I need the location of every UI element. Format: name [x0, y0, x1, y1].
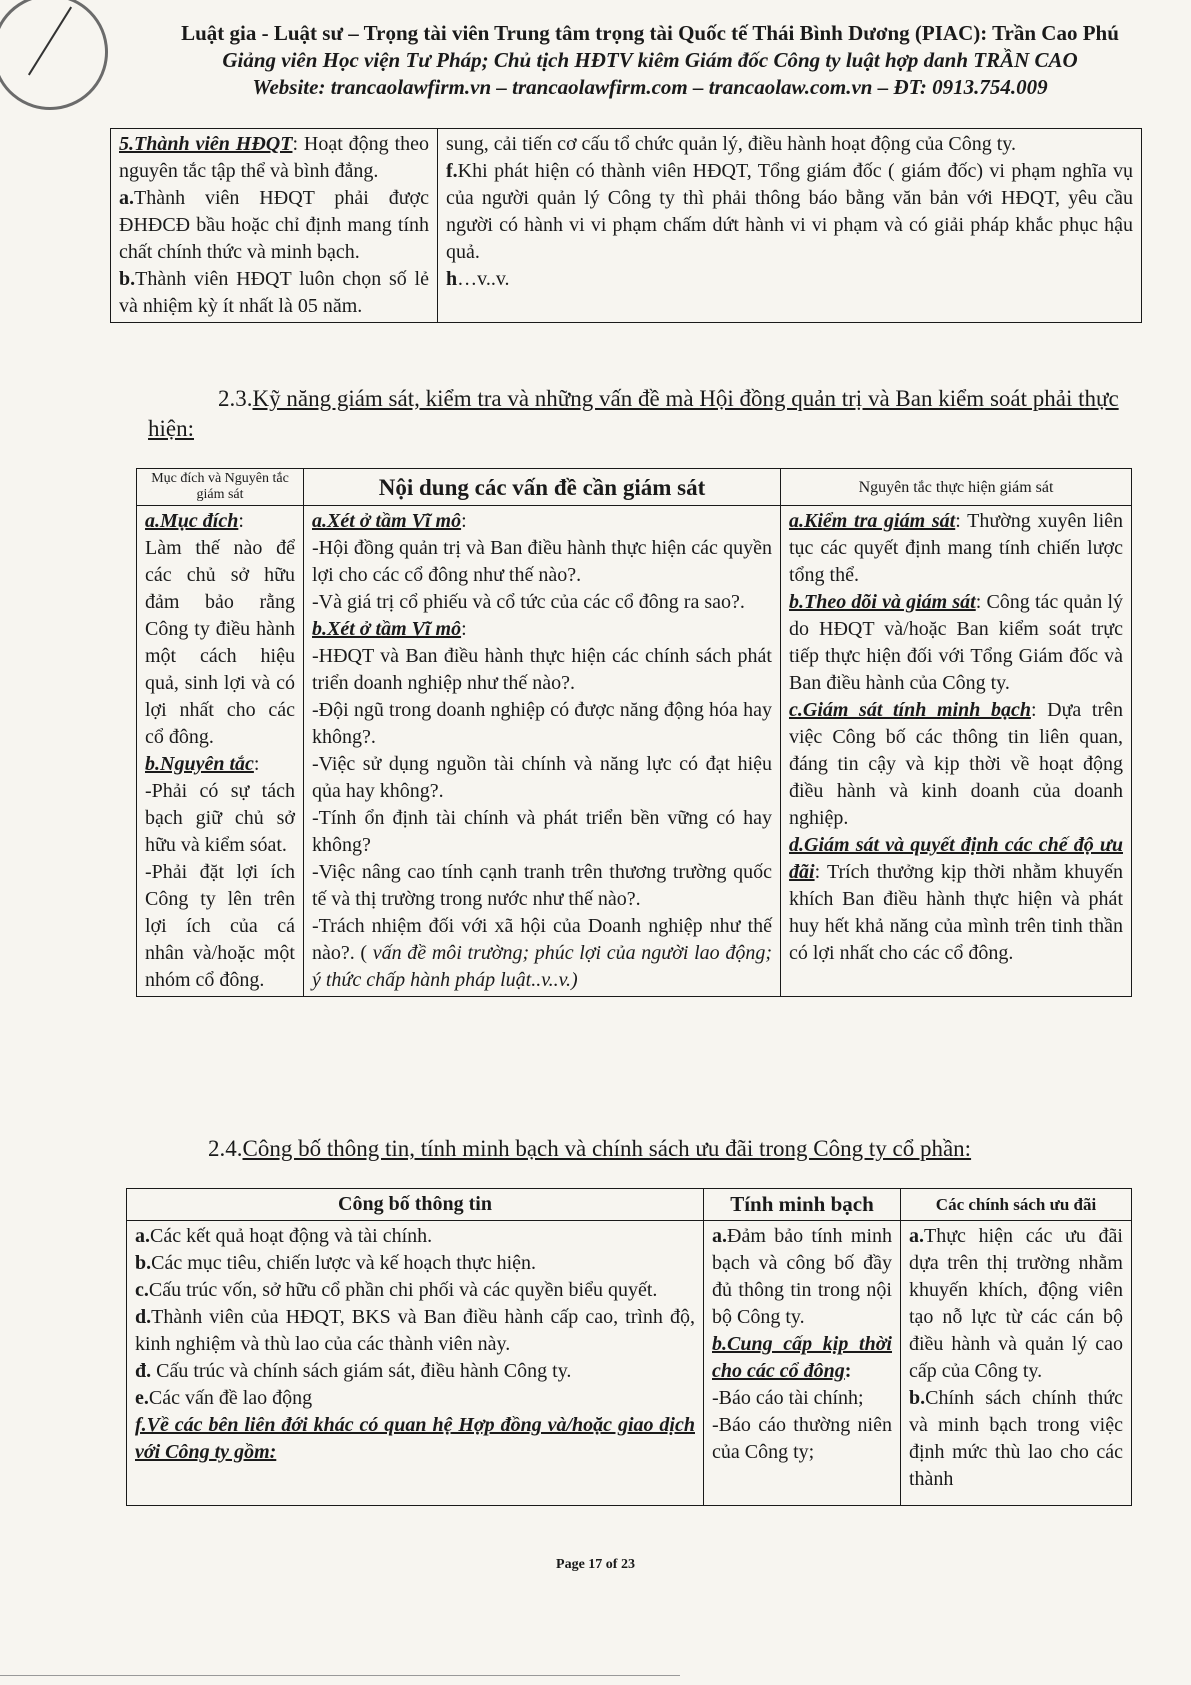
board-members-table — [110, 128, 1142, 323]
column-header: Nguyên tắc thực hiện giám sát — [781, 469, 1132, 506]
item-label: b.Xét ở tầm Vĩ mô — [312, 618, 462, 640]
item-label: a.Kiểm tra giám sát — [789, 510, 956, 532]
letterhead-line-1: Luật gia - Luật sư – Trọng tài viên Trung tâm trọng tài Quốc tế Thái Bình Dương (PIAC): Trần Cao Phú — [181, 21, 1119, 45]
item-label: a. — [712, 1225, 727, 1247]
purpose-cell: a.Mục đích: Làm thế nào để các chủ sở hữu đảm bảo rằng Công ty điều hành một cách hiệu quả, sinh lợi và có lợi nhất cho các cổ đông. b.Nguyên tắc: -Phải có sự tách bạch giữ chủ sở hữu và kiểm sóat. -Phải đặt lợi ích Công ty lên trên lợi ích của cá nhân và/hoặc một nhóm cổ đông. — [137, 506, 304, 997]
item-label: d.Giám sát và quyết định các chế độ ưu đãi — [789, 834, 1123, 883]
column-header: Mục đích và Nguyên tắc giám sát — [137, 469, 304, 506]
principles-cell — [781, 506, 1132, 997]
board-members-label: 5.Thành viên HĐQT — [119, 133, 293, 155]
section-2-3-heading — [148, 384, 1138, 444]
item-label: a. — [135, 1225, 150, 1247]
item-label: a.Mục đích — [145, 510, 239, 532]
item-text: f.Về các bên liên đới khác có quan hệ Hợp đồng và/hoặc giao dịch với Công ty gồm: — [135, 1414, 695, 1463]
column-header: Tính minh bạch — [704, 1189, 901, 1221]
letterhead — [130, 20, 1170, 101]
list-item: -Và giá trị cổ phiếu và cổ tức của các cổ đông ra sao?. — [312, 591, 745, 613]
item-text: Chính sách chính thức và minh bạch trong việc định mức thù lao cho các thành — [909, 1387, 1123, 1490]
column-header: Nội dung các vấn đề cần giám sát — [304, 469, 781, 506]
supervision-table — [136, 468, 1132, 997]
item-label: b. — [119, 268, 136, 290]
item-label: d. — [135, 1306, 152, 1328]
transparency-cell — [704, 1221, 901, 1506]
section-2-4-heading — [148, 1134, 1138, 1164]
item-text: Các kết quả hoạt động và tài chính. — [150, 1225, 433, 1247]
item-label: a. — [119, 187, 134, 209]
list-item: -HĐQT và Ban điều hành thực hiện các chính sách phát triển doanh nghiệp như thế nào?. — [312, 645, 772, 694]
item-colon: : — [844, 1360, 852, 1382]
item-text: : Thường xuyên liên tục các quyết định mang tính chiến lược tổng thể. — [789, 510, 1123, 586]
letterhead-line-2: Giảng viên Học viện Tư Pháp; Chủ tịch HĐTV kiêm Giám đốc Công ty luật hợp danh TRẦN CAO — [222, 48, 1078, 72]
item-text: Thực hiện các ưu đãi dựa trên thị trường nhằm khuyến khích, động viên tạo nỗ lực từ các cán bộ điều hành và quản lý cao cấp của Công ty. — [909, 1225, 1123, 1382]
item-text: Làm thế nào để các chủ sở hữu đảm bảo rằng Công ty điều hành một cách hiệu quả, sinh lợi và có lợi nhất cho các cổ đông. — [145, 537, 295, 748]
column-header: Công bố thông tin — [127, 1189, 704, 1221]
item-text: Khi phát hiện có thành viên HĐQT, Tổng giám đốc ( giám đốc) vi phạm nghĩa vụ của người quản lý Công ty thì phải thông báo bằng văn bản với HĐQT, yêu cầu người có hành vi vi phạm chấm dứt hành vi vi phạm và có giải pháp khắc phục hậu quả. — [446, 160, 1133, 263]
list-item: -Hội đồng quản trị và Ban điều hành thực hiện các quyền lợi cho các cổ đông như thế nào?. — [312, 537, 772, 586]
disclosure-table — [126, 1188, 1132, 1506]
list-item: -Việc nâng cao tính cạnh tranh trên thương trường quốc tế và thị trường trong nước như thế nào?. — [312, 861, 772, 910]
board-members-intro: : Hoạt động theo nguyên tắc tập thể và bình đẳng. — [119, 133, 429, 182]
item-text: Thành viên HĐQT luôn chọn số lẻ và nhiệm kỳ ít nhất là 05 năm. — [119, 268, 429, 317]
item-text: Thành viên HĐQT phải được ĐHĐCĐ bầu hoặc chỉ định mang tính chất chính thức và minh bạch. — [119, 187, 429, 263]
item-label: f. — [446, 160, 458, 182]
list-item: -Trách nhiệm đối với xã hội của Doanh nghiệp như thế nào?. ( — [312, 915, 772, 964]
item-label: b.Nguyên tắc — [145, 753, 254, 775]
section-number: 2.4. — [208, 1136, 243, 1161]
item-label: b.Cung cấp kịp thời cho các cổ đông — [712, 1333, 892, 1382]
list-item: -Báo cáo tài chính; — [712, 1387, 864, 1409]
item-label: c.Giám sát tính minh bạch — [789, 699, 1031, 721]
item-label: a. — [909, 1225, 924, 1247]
list-item: -Việc sử dụng nguồn tài chính và năng lực có đạt hiệu qủa hay không?. — [312, 753, 772, 802]
item-text: Các mục tiêu, chiến lược và kế hoạch thực hiện. — [151, 1252, 537, 1274]
item-text: Cấu trúc và chính sách giám sát, điều hành Công ty. — [151, 1360, 572, 1382]
item-label: b. — [909, 1387, 926, 1409]
item-text: Cấu trúc vốn, sở hữu cổ phần chi phối và các quyền biểu quyết. — [148, 1279, 658, 1301]
disclosure-cell — [127, 1221, 704, 1506]
item-text: : Công tác quản lý do HĐQT và/hoặc Ban kiểm soát trực tiếp thực hiện đối với Tổng Giám đốc và Ban điều hành của Công ty. — [789, 591, 1123, 694]
list-item: -Phải đặt lợi ích Công ty lên trên lợi ích của cá nhân và/hoặc một nhóm cổ đông. — [145, 861, 295, 991]
list-item: -Tính ổn định tài chính và phát triển bền vững có hay không? — [312, 807, 772, 856]
list-item: -Phải có sự tách bạch giữ chủ sở hữu và kiểm sóat. — [145, 780, 295, 856]
duties-text: sung, cải tiến cơ cấu tổ chức quản lý, điều hành hoạt động của Công ty. — [446, 133, 1016, 155]
item-label: h — [446, 268, 458, 290]
incentives-cell — [901, 1221, 1132, 1506]
item-text: : Trích thưởng kịp thời nhằm khuyến khích Ban điều hành thực hiện và phát huy hết khả năng của mình trên tinh thần có lợi nhất cho các cổ đông. — [789, 861, 1123, 964]
item-text: : Dựa trên việc Công bố các thông tin liên quan, đáng tin cậy và kịp thời về hoạt động điều hành và kinh doanh của doanh nghiệp. — [789, 699, 1123, 829]
board-members-cell — [111, 129, 438, 323]
letterhead-line-3: Website: trancaolawfirm.vn – trancaolawfirm.com – trancaolaw.com.vn – ĐT: 0913.754.009 — [252, 75, 1048, 99]
item-label: e. — [135, 1387, 149, 1409]
section-title: Công bố thông tin, tính minh bạch và chính sách ưu đãi trong Công ty cổ phần: — [242, 1136, 972, 1161]
item-label: c. — [135, 1279, 149, 1301]
item-label: a.Xét ở tầm Vĩ mô — [312, 510, 462, 532]
section-title: Kỹ năng giám sát, kiểm tra và những vấn đề mà Hội đồng quản trị và Ban kiểm soát phải thực hiện: — [148, 386, 1119, 441]
list-item: -Đội ngũ trong doanh nghiệp có được năng động hóa hay không?. — [312, 699, 772, 748]
item-text: Đảm bảo tính minh bạch và công bố đầy đủ thông tin trong nội bộ Công ty. — [712, 1225, 892, 1328]
content-cell: a.Xét ở tầm Vĩ mô: -Hội đồng quản trị và Ban điều hành thực hiện các quyền lợi cho các cổ đông như thế nào?. -Và giá trị cổ phiếu và cổ tức của các cổ đông ra sao?. b.Xét ở tầm Vĩ mô: -HĐQT và Ban điều hành thực hiện các chính sách phát triển doanh nghiệp như thế nào?. -Đội ngũ trong doanh nghiệp có được năng động hóa hay không?. -Việc sử dụng nguồn tài chính và năng lực có đạt hiệu qủa hay không?. -Tính ổn định tài chính và phát triển bền vững có hay không? -Việc nâng cao tính cạnh tranh trên thương trường quốc tế và thị trường trong nước như thế nào?. -Trách nhiệm đối với xã hội của Doanh nghiệp như thế nào?. ( vấn đề môi trường; phúc lợi của người lao động; ý thức chấp hành pháp luật..v..v.) — [304, 506, 781, 997]
column-header: Các chính sách ưu đãi — [901, 1189, 1132, 1221]
section-number: 2.3. — [218, 386, 253, 411]
item-label: đ. — [135, 1360, 152, 1382]
item-label: b.Theo dõi và giám sát — [789, 591, 976, 613]
item-label: b. — [135, 1252, 152, 1274]
page-number: Page 17 of 23 — [556, 1557, 635, 1572]
list-item-italic: vấn đề môi trường; phúc lợi của người lao động; ý thức chấp hành pháp luật..v..v.) — [312, 942, 773, 991]
item-text: …v..v. — [457, 268, 510, 290]
board-duties-cell — [438, 129, 1142, 323]
list-item: -Báo cáo thường niên của Công ty; — [712, 1414, 892, 1463]
item-text: Thành viên của HĐQT, BKS và Ban điều hành cấp cao, trình độ, kinh nghiệm và thù lao của các thành viên này. — [135, 1306, 695, 1355]
item-text: Các vấn đề lao động — [148, 1387, 313, 1409]
bottom-divider — [0, 1675, 680, 1676]
